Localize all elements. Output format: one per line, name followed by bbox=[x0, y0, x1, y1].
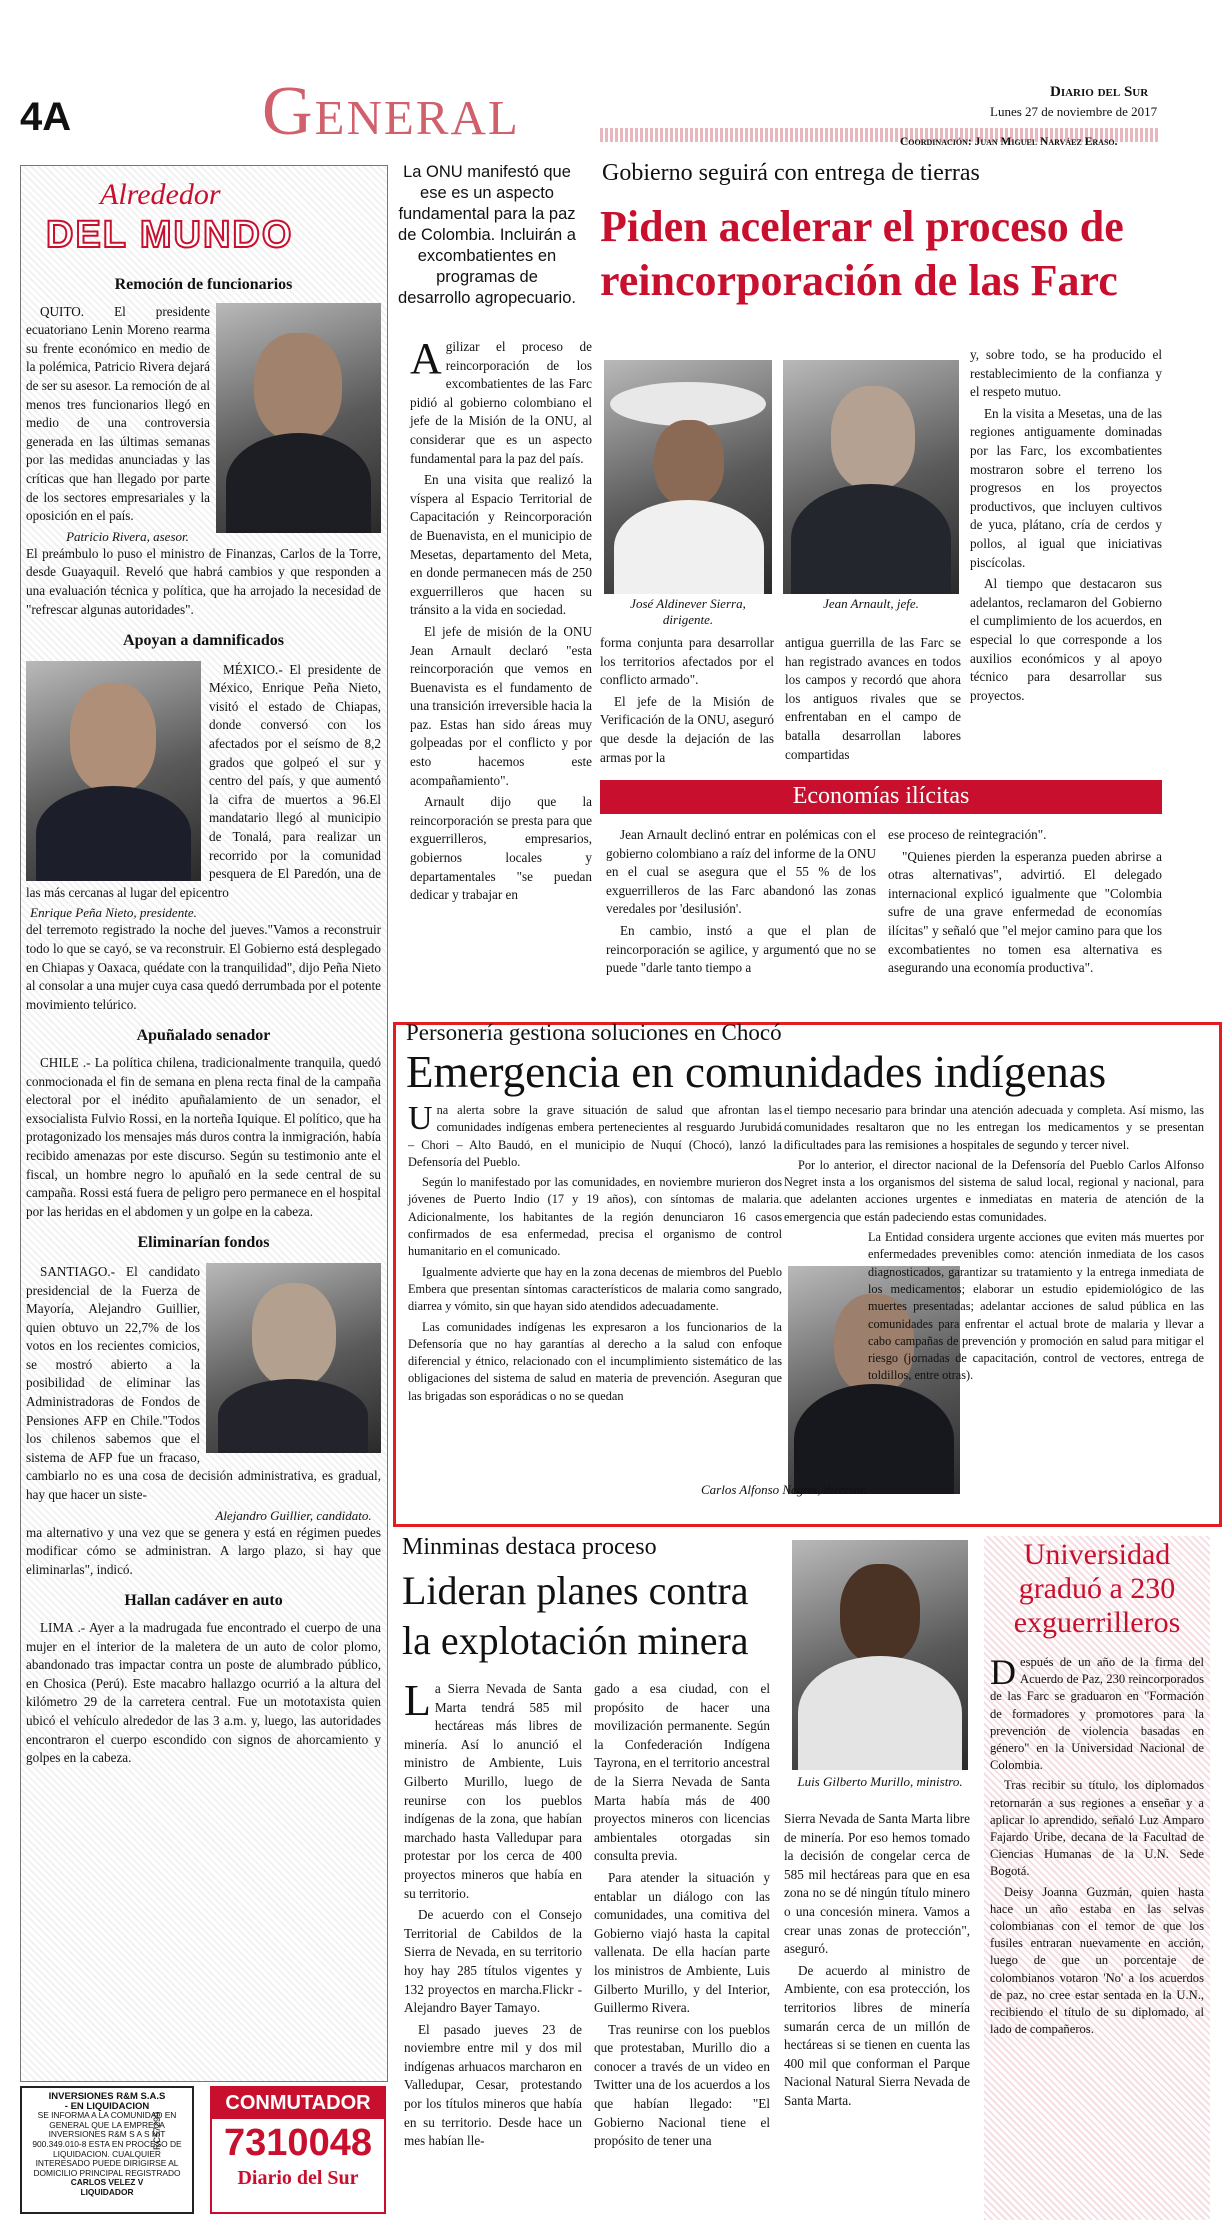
university-headline: Universidad graduó a 230 exguerrilleros bbox=[1013, 1538, 1181, 1639]
choco-col-2 bbox=[784, 1102, 1204, 1388]
farc-caption-1: José Aldinever Sierra, dirigente. bbox=[630, 596, 746, 627]
mining-headline: Lideran planes contra la explotación minera bbox=[402, 1568, 749, 1663]
mining-c1b: De acuerdo con el Consejo Territorial de Cabildos de la Sierra de Nevada, en su territorio hoy hay 285 títulos vigentes y 132 proyectos en marcha.Flickr - Alejandro Bayer Tamayo. bbox=[404, 1907, 582, 2016]
murillo-photo bbox=[792, 1540, 968, 1770]
notice-role: LIQUIDADOR bbox=[80, 2186, 134, 2197]
s3-text: CHILE .- La política chilena, tradicionalmente tranquila, quedó conmocionada el fin de semana en plena recta final de la campaña electoral por el inédito apuñalamiento de un senador, el exsocialista Fulvio Rossi, en la norteña Iquique. El político, que ha protagonizado los mensajes más duros contra la inmigración, había recibido amenazas por este discurso. Según su testimonio ante el fiscal, un hombre negro lo apuñaló en la sede central de su campaña. Rossi está fuera de peligro pero permanece en el hospital por las heridas en el abdomen y un golpe en la cabeza. bbox=[26, 1054, 381, 1219]
farc-dropcap: A bbox=[410, 334, 442, 383]
farc-col-3 bbox=[785, 634, 961, 767]
economias-title: Economías ilícitas bbox=[792, 783, 970, 809]
choco-p1: na alerta sobre la grave situación de salud que afrontan las comunidades indígenas embera pertenecientes al resguardo Jurubidá – Chori – Alto Baudó, en el municipio de Nuquí (Chocó), lanzó la Defensoría del Pueblo. bbox=[408, 1103, 782, 1169]
farc-kicker: Gobierno seguirá con entrega de tierras bbox=[602, 160, 980, 186]
mining-c3b: De acuerdo al ministro de Ambiente, con esa protección, los territorios libres de minería sumarán cerca de un millón de hectáreas si se tienen en cuenta las 400 mil que conforman el Parque Nacional Natural Sierra Nevada de Santa Marta. bbox=[784, 1962, 970, 2108]
university-dropcap: D bbox=[990, 1652, 1016, 1692]
masthead-paper: Diario del Sur bbox=[1050, 84, 1149, 100]
university-p1: espués de un año de la firma del Acuerdo de Paz, 230 reincorporados de las Farc se graduaron en "Formación de formadores y promotores para la prevención de violencia basadas en género" en la Universidad Nacional de Colombia. bbox=[990, 1655, 1204, 1773]
world-section-1 bbox=[26, 276, 381, 1771]
farc-col1-c: El jefe de misión de la ONU Jean Arnault declaró "esta reincorporación que vemos en Buenavista es el fundamento de una transición irreversible hacia la paz. Estas han sido áreas muy golpeadas por el conflicto y por esto hacemos este acompañamiento". bbox=[410, 623, 592, 788]
s5-title: Hallan cadáver en auto bbox=[124, 1592, 283, 1610]
masthead-coordination: Coordinación: Juan Miguel Narváez Eraso. bbox=[900, 136, 1118, 148]
s1-text-a: QUITO. El presidente ecuatoriano Lenin Moreno rearma su frente económico en medio de la polémica, Patricio Rivera dejará de ser su asesor. La remoción de al menos tres funcionarios llegó en medio de una controversia generada en las últimas semanas por las medidas anunciadas y las críticas que han llegado por parte de los sectores empresariales y la oposición en el país. bbox=[26, 303, 210, 524]
farc-col-1 bbox=[410, 334, 592, 908]
conmutador-label: CONMUTADOR bbox=[212, 2088, 384, 2119]
farc-col1-d: Arnault dijo que la reincorporación se presta para que exguerrilleros, empresarios, gobiernos locales y departamentales "se puedan dedicar y trabajar en bbox=[410, 794, 592, 903]
farc-caption-2: Jean Arnault, jefe. bbox=[823, 596, 919, 611]
s4-caption: Alejandro Guillier, candidato. bbox=[215, 1507, 372, 1523]
world-logo bbox=[40, 178, 370, 264]
farc-pull-quote: La ONU manifestó que ese es un aspecto fundamental para la paz de Colombia. Incluirán a excombatientes en programas de desarrollo agropecuario. bbox=[398, 163, 576, 307]
section-title: General bbox=[262, 73, 520, 150]
s1-title: Remoción de funcionarios bbox=[114, 276, 293, 293]
guillier-photo bbox=[206, 1263, 381, 1453]
patricio-rivera-photo bbox=[216, 303, 381, 533]
farc-col2-b: El jefe de la Misión de Verificación de la ONU, aseguró que desde la dejación de las armas por la bbox=[600, 693, 774, 765]
world-logo-bottom: DEL MUNDO bbox=[46, 214, 294, 256]
s5-text: LIMA .- Ayer a la madrugada fue encontrado el cuerpo de una mujer en el interior de la maletera de un auto de color plomo, abandonado tras impactar contra un poste de alumbrado público, en Chosica (Perú). Este macabro hallazgo ocurrió a la altura del kilómetro 29 de la carretera central. Fue un mototaxista quien ubicó el vehículo alrededor de las 3 a.m. y, luego, las autoridades encontraron el cuerpo escondido con signos de ahorcamiento y golpes en la cabeza. bbox=[26, 1620, 381, 1766]
farc-headline: Piden acelerar el proceso de reincorporación de las Farc bbox=[600, 202, 1124, 305]
econ-col-1 bbox=[606, 826, 876, 981]
world-logo-top: Alrededor bbox=[100, 178, 221, 211]
mining-kicker: Minminas destaca proceso bbox=[402, 1534, 657, 1560]
pena-nieto-photo bbox=[26, 661, 201, 881]
choco-headline: Emergencia en comunidades indígenas bbox=[406, 1047, 1107, 1097]
conmutador-ad bbox=[210, 2086, 386, 2214]
s2-text-a: MÉXICO.- El presidente de México, Enrique Peña Nieto, visitó el estado de Chiapas, donde conversó con los afectados por el seísmo de 8,2 grados que golpeó el sur y centro del país, y que aumentó la cifra de muertos a 96.El mandatario llegó al municipio de Tonalá, para realizar un recorrido por la comunidad pesquera de El Paredón, una de las más cercanas al lugar del epicentro bbox=[26, 661, 381, 900]
farc-col3-a: antigua guerrilla de las Farc se han registrado avances en todos los campos y recordó que ahora los antiguos rivales que se enfrentaban en el campo de batalla desarrollan labores compartidas bbox=[785, 635, 961, 762]
s4-text-b: ma alternativo y una vez que se genera y está en régimen puedes modificar cómo se administran. A largo plazo, si hay que eliminarlas", indicó. bbox=[26, 1524, 381, 1577]
university-p2: Tras recibir su título, los diplomados retornarán a sus regiones a enseñar y a aplicar lo aprendido, señaló Luz Amparo Fajardo Uribe, decana de la Facultad de Ciencias Humanas de la U.N. Sede Bogotá. bbox=[990, 1778, 1204, 1879]
farc-col4-b: En la visita a Mesetas, una de las regiones antiguamente dominadas por las Farc, los excombatientes mostraron sobre el terreno los progresos en los proyectos productivos, que incluyen cultivos de yuca, plátano, cría de cerdos y pollos, al igual que iniciativas piscícolas. bbox=[970, 405, 1162, 570]
mining-c2c: Tras reunirse con los pueblos que protestaban, Murillo dio a conocer a través de un video en Twitter una de los acuerdos a los que habían llegado: "El Gobierno Nacional tiene el propósito de tener una bbox=[594, 2021, 770, 2149]
farc-col2-a: forma conjunta para desarrollar los territorios afectados por el conflicto armado". bbox=[600, 635, 774, 688]
notice-body: SE INFORMA A LA COMUNIDAD EN GENERAL QUE LA EMPRESA INVERSIONES R&M S A S NIT 900.349.010-8 ESTA EN PROCESO DE LIQUIDACION. CUALQUIER INTERESADO PUEDE DIRIGIRSE AL DOMICILIO PRINCIPAL REGISTRADO bbox=[32, 2110, 182, 2178]
s4-title: Eliminarían fondos bbox=[137, 1234, 270, 1252]
choco-p5: el tiempo necesario para brindar una atención adecuada y completa. Así mismo, las comunidades resaltaron que no les entregan los medicamentos y se presentan dificultades para las remisiones a hospitales de segundo y tercer nivel. bbox=[784, 1103, 1204, 1152]
s1-text-b: El preámbulo lo puso el ministro de Finanzas, Carlos de la Torre, desde Guayaquil. Reveló que habrá cambios y que responden a una evaluación técnica y política, que ha arrojado la necesidad de "refrescar algunas autoridades". bbox=[26, 545, 381, 617]
liquidation-notice bbox=[20, 2086, 194, 2214]
notice-code: RC57299 bbox=[152, 2111, 162, 2150]
choco-dropcap: U bbox=[408, 1100, 433, 1137]
choco-p6: Por lo anterior, el director nacional de la Defensoría del Pueblo Carlos Alfonso Negret insta a los organismos del sistema de salud local, regional y nacional, para que adelanten acciones urgentes e inmediatas en materia de atención de la emergencia que están padeciendo estas comunidades. bbox=[784, 1157, 1204, 1224]
mining-col-3 bbox=[784, 1810, 970, 2114]
farc-col4-a: y, sobre todo, se ha producido el restablecimiento de la confianza y el respeto mutuo. bbox=[970, 347, 1162, 400]
choco-p3: Igualmente advierte que hay en la zona decenas de miembros del Pueblo Embera que presentan síntomas característicos de malaria como sangrado, diarrea y vómito, sin que hayan sido atendidos adecuadamente. bbox=[408, 1264, 782, 1314]
conmutador-paper: Diario del Sur bbox=[237, 2167, 359, 2189]
choco-p7: La Entidad considera urgente acciones que eviten más muertes por enfermedades prevenibles como: atención inmediata de los casos diagnosticados, garantizar su tratamiento y la entrega inmediata de los medicamentos; elaborar un estudio epidemiológico de las muertes presentadas; adelantar acciones de salud pública en las comunidades para enfrentar el actual brote de malaria y llevar a cabo campañas de prevención y promoción en salud para mitigar el riesgo (jornadas de capacitación, control de vectores, entrega de toldillos, entre otras). bbox=[868, 1230, 1204, 1383]
s1-caption: Patricio Rivera, asesor. bbox=[66, 528, 189, 544]
mining-col-1 bbox=[404, 1676, 582, 2154]
mining-c1: a Sierra Nevada de Santa Marta tendrá 585 mil hectáreas más libres de minería. Así lo anunció el ministro de Ambiente, Luis Gilberto Murillo, luego de reunirse con los pueblos indígenas de la zona, que habían marchado hasta Valledupar para protestar por los cerca de 400 proyectos mineros que había en su territorio. bbox=[404, 1681, 582, 1901]
choco-kicker: Personería gestiona soluciones en Chocó bbox=[406, 1020, 782, 1045]
farc-col1-b: En una visita que realizó la víspera al Espacio Territorial de Capacitación y Reincorporación de Buenavista, en el municipio de Mesetas, departamento del Meta, en donde permanecen más de 250 exguerrilleros que hacen su tránsito a la vida en sociedad. bbox=[410, 472, 592, 618]
mining-c1c: El pasado jueves 23 de noviembre entre mil y dos mil indígenas arhuacos marcharon en Valledupar, Cesar, protestando por los títulos mineros que había en su territorio. Desde hace un mes habían lle- bbox=[404, 2021, 582, 2149]
s2-text-b: del terremoto registrado la noche del jueves."Vamos a reconstruir todo lo que se cayó, se va reconstruir. El Gobierno está desplegado en Chiapas y Oaxaca, quédate con la tranquilidad", dijo Peña Nieto al consolar a una mujer cuya casa quedó derrumbada por el potente movimiento telúrico. bbox=[26, 922, 381, 1012]
mining-c2: gado a esa ciudad, con el propósito de hacer una movilización permanente. Según la Confederación Indígena Tayrona, en el territorio ancestral de la Sierra Nevada de Santa Marta había más de 400 proyectos mineros con licencias ambientales otorgadas sin consulta previa. bbox=[594, 1681, 770, 1864]
mining-c2b: Para atender la situación y entablar un diálogo con las comunidades, una comitiva del Gobierno viajó hasta la capital vallenata. De ella hacían parte los ministros de Ambiente, Luis Gilberto Murillo, y del Interior, Guillermo Rivera. bbox=[594, 1869, 770, 2016]
s4-text-a: SANTIAGO.- El candidato presidencial de la Fuerza de Mayoría, Alejandro Guillier, quien obtuvo un 22,7% de los votos en los recientes comicios, se mostró abierto a la posibilidad de eliminar las Administradoras de Fondos de Pensiones AFP en Chile."Todos los chilenos sabemos que el sistema de AFP fue un fracaso, cambiarlo no es una cosa de decisión administrativa, es gradual, hay que hacer un siste- bbox=[26, 1263, 381, 1503]
farc-col1-a: gilizar el proceso de reincorporación de los excombatientes de las Farc pidió al gobierno colombiano el jefe de la Misión de la ONU, al considerar que es un aspecto fundamental para la paz del país. bbox=[410, 339, 592, 466]
masthead-date: Lunes 27 de noviembre de 2017 bbox=[990, 104, 1158, 119]
econ-col-2 bbox=[888, 826, 1162, 981]
notice-line1: INVERSIONES R&M S.A.S bbox=[48, 2091, 166, 2102]
mining-col-2 bbox=[594, 1680, 770, 2154]
notice-line2: - EN LIQUIDACION bbox=[64, 2100, 150, 2112]
jean-arnault-photo bbox=[783, 360, 959, 594]
econ-c: ese proceso de reintegración". bbox=[888, 827, 1047, 842]
econ-a: Jean Arnault declinó entrar en polémicas con el gobierno colombiano a raíz del informe de la ONU en el cual se asegura que el 55 % de los exguerrilleros de las Farc abandonó las zonas veredales por 'desilusión'. bbox=[606, 827, 876, 917]
choco-col-1 bbox=[408, 1102, 782, 1494]
s2-caption: Enrique Peña Nieto, presidente. bbox=[30, 905, 197, 921]
university-p3: Deisy Joanna Guzmán, quien hasta hace un año estaba en las selvas colombianas con el temor de que los fusiles entraran nuevamente en acción, luego de que un porcentaje de colombianos votaron 'No' a los acuerdos de paz, no cree estar sentada en la U.N., recibiendo el título de su diplomado, al lado de compañeros. bbox=[990, 1884, 1204, 2037]
econ-d: "Quienes pierden la esperanza pueden abrirse a otras alternativas", advirtió. El delegado internacional explicó igualmente que "Colombia sufre de una grave enfermedad de economías ilícitas" y señaló que "el mejor camino para que los excombatientes no tomen esa alternativa es asegurando una economía productiva". bbox=[888, 848, 1162, 976]
jose-aldinever-photo bbox=[604, 360, 772, 594]
mining-dropcap: L bbox=[404, 1676, 431, 1725]
mining-c3: Sierra Nevada de Santa Marta libre de minería. Por eso hemos tomado la decisión de congelar cerca de 585 mil hectáreas para que en esa zona no se dé ningún título minero o una concesión minera. Vamos a crear unas zonas de protección", aseguró. bbox=[784, 1811, 970, 1957]
choco-caption: Carlos Alfonso Negret, director. bbox=[701, 1482, 867, 1497]
page-number: 4A bbox=[20, 95, 72, 139]
conmutador-number: 7310048 bbox=[224, 2122, 372, 2164]
farc-col-2 bbox=[600, 634, 774, 770]
notice-signer: CARLOS VELEZ V bbox=[70, 2177, 144, 2188]
mining-caption: Luis Gilberto Murillo, ministro. bbox=[797, 1774, 963, 1789]
choco-p2: Según lo manifestado por las comunidades, en noviembre murieron dos jóvenes de Puerto Indio (17 y 19 años), con síntomas de malaria. Adicionalmente, los habitantes de la región denunciaron 16 casos confirmados de esa enfermedad, precisa el organismo de control humanitario en el comunicado. bbox=[408, 1175, 782, 1259]
university-col bbox=[990, 1654, 1204, 2041]
econ-b: En cambio, instó a que el plan de reincorporación se agilice, y argumentó que no se puede "darle tanto tiempo a bbox=[606, 922, 876, 976]
farc-col4-c: Al tiempo que destacaron sus adelantos, reclamaron del Gobierno el cumplimiento de los acuerdos, en especial lo que corresponde a los auxilios económicos y al apoyo técnico para desarrollar sus proyectos. bbox=[970, 576, 1162, 703]
farc-col-4 bbox=[970, 346, 1162, 708]
s2-title: Apoyan a damnificados bbox=[123, 632, 284, 650]
choco-p4: Las comunidades indígenas les expresaron a los funcionarios de la Defensoría que no hay garantías al derecho a la salud con enfoque diferencial y étnico, relacionado con el incumplimiento sistemático de las obligaciones del sistema de salud en materia de prevención. Aseguran que las brigadas son esporádicas o no se quedan bbox=[408, 1319, 782, 1403]
s3-title: Apuñalado senador bbox=[136, 1027, 271, 1045]
